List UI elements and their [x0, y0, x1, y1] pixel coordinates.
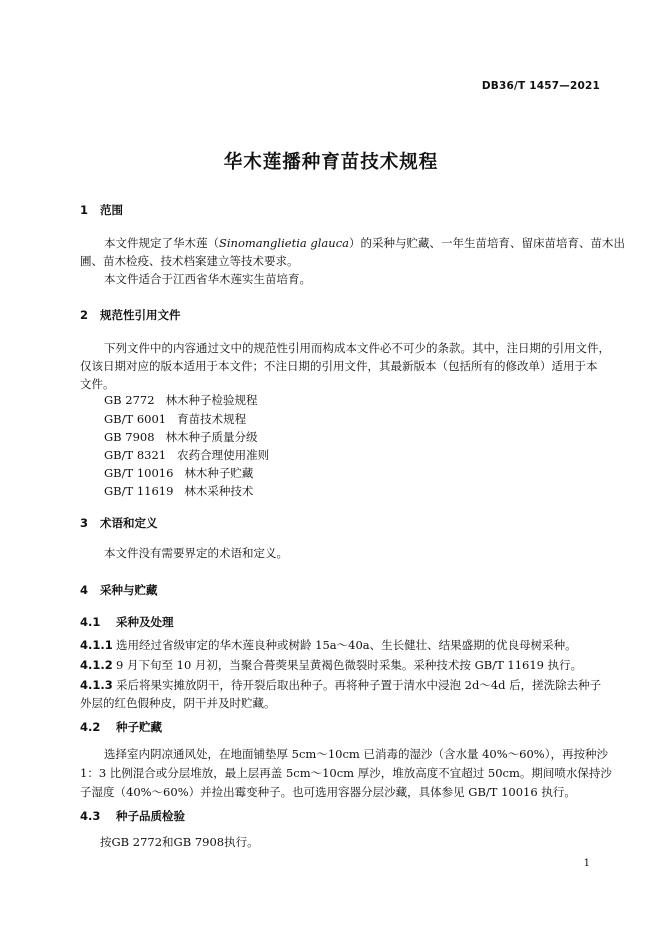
section-title: 采种与贮藏 — [100, 583, 158, 597]
reference-item: GB 7908 林木种子质量分级 — [104, 430, 258, 444]
reference-item: GB/T 10016 林木种子贮藏 — [104, 466, 254, 480]
document-code: DB36/T 1457—2021 — [481, 80, 600, 92]
paragraph: 下列文件中的内容通过文中的规范性引用而构成本文件必不可少的条款。其中，注日期的引用文件， — [104, 341, 610, 355]
subsection-title: 种子品质检验 — [116, 809, 185, 823]
subsection-title: 种子贮藏 — [116, 720, 162, 734]
subsection-4-1-heading — [80, 614, 174, 630]
paragraph-continued: 仅该日期对应的版本适用于本文件；不注日期的引用文件，其最新版本（包括所有的修改单）适用于本 — [80, 359, 598, 373]
clause-number: 4.1.2 — [80, 658, 113, 672]
paragraph-continued: 1：3 比例混合或分层堆放，最上层再盖 5cm～10cm 厚沙，堆放高度不宜超过 50cm。期间喷水保持沙 — [80, 766, 612, 780]
reference-item: GB/T 8321 农药合理使用准则 — [104, 448, 270, 462]
clause-text: 9 月下旬至 10 月初，当聚合蓇葖果呈黄褐色微裂时采集。采种技术按 GB/T 11619 执行。 — [116, 658, 583, 672]
paragraph: 选择室内阴凉通风处，在地面铺垫厚 5cm～10cm 已消毒的湿沙（含水量 40%～60%），再按种沙 — [104, 747, 608, 761]
clause-number: 4.1.1 — [80, 638, 113, 652]
subsection-4-2-heading — [80, 719, 162, 735]
section-title: 术语和定义 — [100, 516, 158, 530]
latin-name: Sinomanglietia glauca — [219, 236, 349, 250]
clause-number: 4.1.3 — [80, 678, 113, 692]
clause-text: 采后将果实摊放阴干，待开裂后取出种子。再将种子置于清水中浸泡 2d～4d 后，搓洗除去种子 — [116, 678, 602, 692]
subsection-number: 4.3 — [80, 809, 101, 823]
paragraph: 本文件规定了华木莲（Sinomanglietia glauca）的采种与贮藏、一年生苗培育、留床苗培育、苗木出 — [104, 236, 625, 250]
paragraph: 本文件适合于江西省华木莲实生苗培育。 — [104, 272, 311, 286]
clause-text-continued: 外层的红色假种皮，阴干并及时贮藏。 — [80, 696, 276, 710]
section-number: 4 — [80, 583, 89, 597]
clause-text: 选用经过省级审定的华木莲良种或树龄 15a～40a、生长健壮、结果盛期的优良母树采种。 — [116, 638, 577, 652]
section-number: 2 — [80, 308, 89, 322]
section-title: 范围 — [100, 203, 123, 217]
paragraph-continued: 圃、苗木检疫、技术档案建立等技术要求。 — [80, 254, 299, 268]
section-title: 规范性引用文件 — [100, 308, 181, 322]
paragraph-continued: 文件。 — [80, 377, 115, 391]
clause-4-1-1 — [80, 635, 577, 655]
section-4-heading — [80, 582, 158, 598]
page-number: 1 — [583, 858, 590, 869]
section-number: 1 — [80, 203, 89, 217]
paragraph: 按GB 2772和GB 7908执行。 — [100, 835, 259, 849]
page-title: 华木莲播种育苗技术规程 — [223, 152, 439, 173]
reference-item: GB 2772 林木种子检验规程 — [104, 393, 258, 407]
subsection-number: 4.2 — [80, 720, 101, 734]
clause-4-1-3 — [80, 675, 601, 695]
paragraph-continued: 子湿度（40%～60%）并捡出霉变种子。也可选用容器分层沙藏，具体参见 GB/T 10016 执行。 — [80, 785, 576, 799]
reference-item: GB/T 6001 育苗技术规程 — [104, 412, 247, 426]
section-number: 3 — [80, 516, 89, 530]
clause-4-1-2 — [80, 655, 582, 675]
subsection-number: 4.1 — [80, 615, 101, 629]
paragraph: 本文件没有需要界定的术语和定义。 — [104, 546, 288, 560]
reference-item: GB/T 11619 林木采种技术 — [104, 484, 254, 498]
section-1-heading — [80, 202, 123, 218]
section-3-heading — [80, 515, 158, 531]
section-2-heading — [80, 307, 181, 323]
subsection-4-3-heading — [80, 808, 185, 824]
subsection-title: 采种及处理 — [116, 615, 174, 629]
